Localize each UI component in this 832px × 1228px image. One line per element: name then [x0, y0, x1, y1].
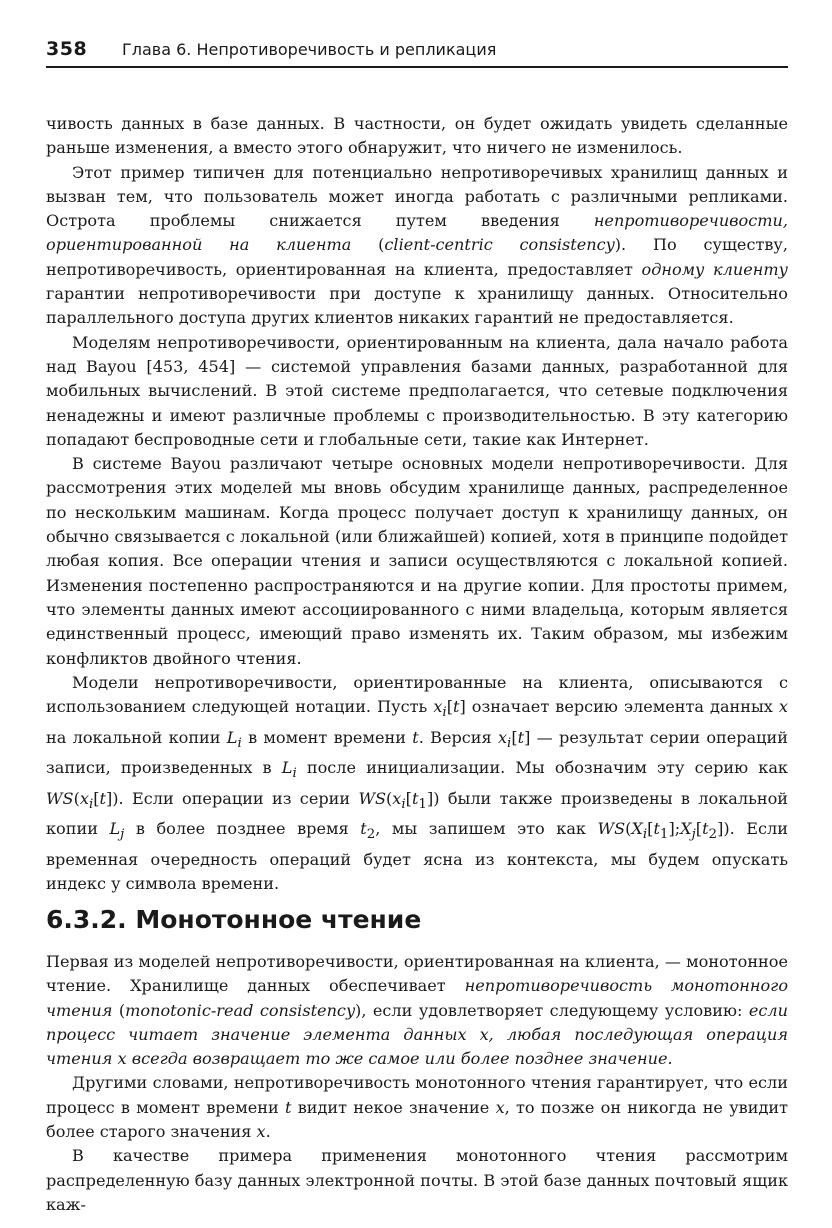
math-var: t — [452, 697, 460, 717]
math-sub: 2 — [366, 827, 376, 843]
text-run: видит некое значение — [291, 1097, 496, 1117]
term-italic: непротиворечивости, ориентированной на клиента — [46, 211, 788, 255]
math-var: t — [653, 819, 660, 839]
term-english: monotonic-read consistency — [125, 1000, 356, 1020]
math-var: x — [778, 697, 788, 717]
term-english: client-centric consistency — [384, 235, 615, 255]
text-run: . — [265, 1122, 271, 1142]
text-run: ). По существу, непротиворечивость, ориентированная на клиента, предоставляет — [46, 235, 789, 279]
math-var: x — [79, 788, 89, 808]
section-body-text — [46, 950, 788, 1217]
emphasis: одному клиенту — [641, 259, 788, 279]
text-run: , мы запишем это как — [375, 819, 598, 839]
text-run: ] — результат серии операций записи, произведенных в — [46, 727, 788, 778]
text-run: [ — [695, 819, 703, 839]
paragraph: чивость данных в базе данных. В частности, он будет ожидать увидеть сделанные раньше изменения, а вместо этого обнаружит, что ничего не изменилось. — [46, 114, 788, 158]
math-var: x — [392, 788, 402, 808]
text-run: [ — [446, 697, 453, 717]
math-sub: 2 — [708, 827, 718, 843]
text-run: [ — [405, 788, 412, 808]
paragraph: В качестве примера применения монотонного чтения рассмотрим распределенную базу данных электронной почты. В этой базе данных почтовый ящик каж- — [46, 1146, 788, 1214]
paragraph — [46, 1071, 788, 1144]
chapter-title: Глава 6. Непротиворечивость и репликация — [122, 40, 497, 59]
text-run: ]; — [668, 819, 681, 839]
math-var: t — [99, 788, 106, 808]
text-run: ), если удовлетворяет следующему условию: — [355, 1000, 749, 1020]
text-run: на локальной копии — [46, 727, 227, 747]
text-run: в более позднее время — [124, 819, 361, 839]
definition-italic: если процесс читает значение элемента данных x, любая последующая операция чтения x всегда возвращает то же самое или более позднее значение. — [46, 1000, 788, 1069]
text-run: ]). Если временная очередность операций будет ясна из контекста, мы будем опускать индекс у символа времени. — [46, 819, 788, 893]
math-var: X — [680, 819, 692, 839]
math-var: t — [360, 819, 367, 839]
paragraph: Моделям непротиворечивости, ориентированным на клиента, дала начало работа над Bayou [453, 454] — системой управления базами данных, разработанной для мобильных вычислений. В этой системе предполагается, что сетевые подключения ненадежны и имеют различные проблемы с производительностью. В эту категорию попадают беспроводные сети и глобальные сети, такие как Интернет. — [46, 332, 788, 449]
paragraph: В системе Bayou различают четыре основных модели непротиворечивости. Для рассмотрения этих моделей мы вновь обсудим хранилище данных, распределенное по нескольким машинам. Когда процесс получает доступ к хранилищу данных, он обычно связывается с локальной (или ближайшей) копией, хотя в принципе подойдет любая копия. Все операции чтения и записи осуществляются с локальной копией. Изменения постепенно распространяются и на другие копии. Для простоты примем, что элементы данных имеют ассоциированного с ними владельца, которым является единственный процесс, имеющий право изменять их. Таким образом, мы избежим конфликтов двойного чтения. — [46, 454, 788, 668]
math-sub: i — [237, 735, 242, 751]
text-run: ]) были также произведены в локальной копии — [46, 788, 788, 839]
math-sub: j — [691, 827, 696, 843]
page-number: 358 — [46, 38, 88, 60]
math-var: t — [517, 727, 525, 747]
math-sub: i — [642, 827, 648, 843]
text-run: ] означает версию элемента данных — [459, 697, 779, 717]
math-var: t — [284, 1097, 292, 1117]
math-sub: i — [401, 796, 406, 812]
body-text — [46, 112, 788, 896]
section-heading: 6.3.2. Монотонное чтение — [46, 905, 422, 934]
text-run: ]). Если операции из серии — [105, 788, 359, 808]
math-var: X — [631, 819, 643, 839]
running-header — [46, 38, 788, 68]
paragraph — [46, 671, 788, 896]
math-var: t — [412, 727, 419, 747]
text-run: . Версия — [418, 727, 498, 747]
math-sub: 1 — [659, 827, 669, 843]
text-run: в момент времени — [241, 727, 413, 747]
math-var: L — [281, 758, 293, 778]
text-run: Другими словами, непротиворечивость монотонного чтения гарантирует, что если процесс в момент времени — [46, 1073, 788, 1117]
math-sub: i — [88, 796, 94, 812]
math-sub: i — [292, 766, 297, 782]
math-var: L — [226, 727, 238, 747]
math-var: WS — [358, 788, 387, 808]
math-var: t — [702, 819, 709, 839]
math-var: x — [256, 1122, 266, 1142]
text-run: ( — [625, 819, 632, 839]
math-var: WS — [46, 788, 74, 808]
math-sub: i — [507, 735, 512, 751]
math-sub: 1 — [418, 796, 427, 812]
math-var: L — [109, 819, 121, 839]
math-var: x — [433, 697, 443, 717]
math-var: WS — [597, 819, 626, 839]
text-run: Модели непротиворечивости, ориентированные на клиента, описываются с использованием следующей нотации. Пусть — [46, 672, 788, 717]
text-run: [ — [647, 819, 654, 839]
text-run: гарантии непротиворечивости при доступе к хранилищу данных. Относительно параллельного доступа других клиентов никаких гарантий не предоставляется. — [46, 284, 788, 328]
text-run: ( — [112, 1000, 126, 1020]
math-var: x — [495, 1097, 505, 1117]
math-sub: j — [120, 827, 125, 843]
paragraph — [46, 161, 788, 331]
text-run: [ — [93, 788, 100, 808]
text-run: Первая из моделей непротиворечивости, ориентированная на клиента, — монотонное чтение. Хранилище данных обеспечивает — [46, 952, 788, 996]
text-run: Этот пример типичен для потенциально непротиворечивых хранилищ данных и вызван тем, что пользователь может иногда работать с различными репликами. Острота проблемы снижается путем введения — [46, 162, 788, 231]
text-run: , то позже он никогда не увидит более старого значения — [46, 1097, 789, 1142]
text-run: [ — [511, 727, 518, 747]
math-var: t — [411, 788, 419, 808]
text-run: после инициализации. Мы обозначим эту серию как — [296, 758, 788, 778]
text-run: ( — [386, 788, 393, 808]
math-var: x — [497, 727, 508, 747]
text-run: ( — [73, 788, 80, 808]
math-sub: i — [442, 705, 447, 721]
term-italic: непротиворечивость монотонного чтения — [46, 976, 789, 1020]
text-run: ( — [351, 235, 385, 255]
paragraph — [46, 950, 788, 1071]
